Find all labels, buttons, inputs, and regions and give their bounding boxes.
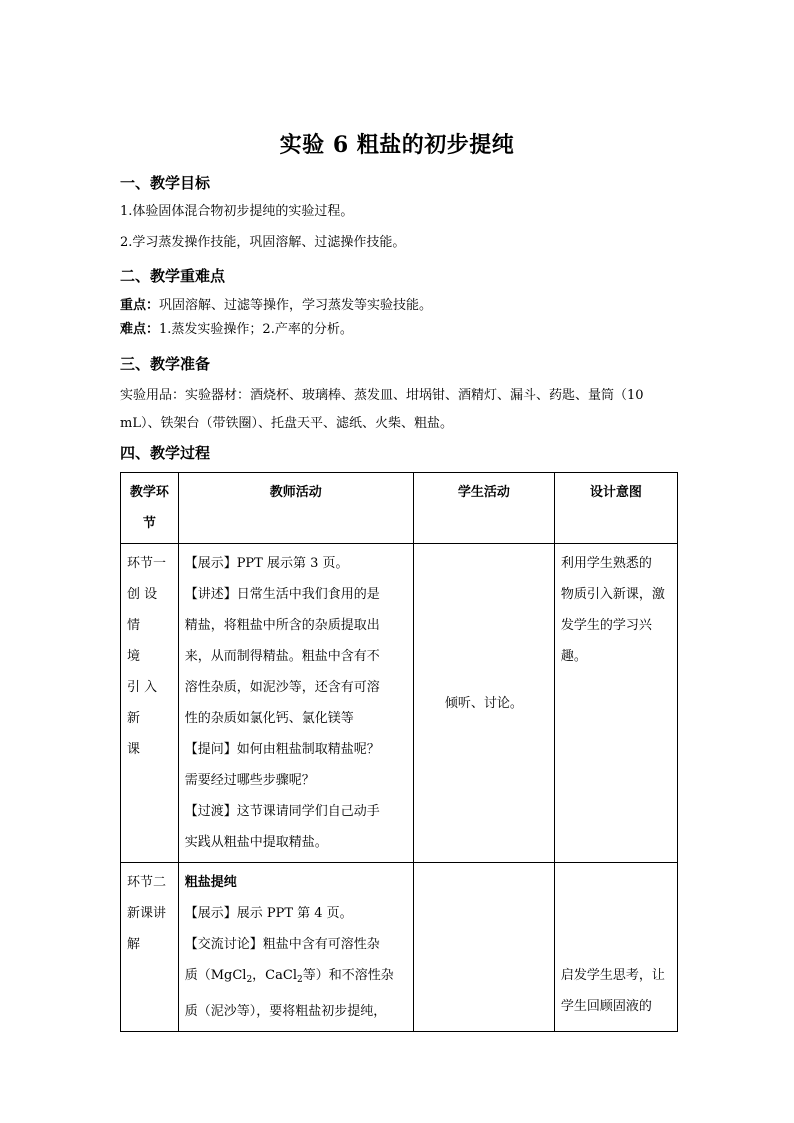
intent-line: 发学生的学习兴 bbox=[560, 618, 652, 633]
teacher-line: 【过渡】这节课请同学们自己动手 bbox=[184, 804, 380, 819]
intent-line: 启发学生思考，让 bbox=[560, 968, 665, 983]
intent-line: 学生回顾固液的 bbox=[560, 999, 652, 1014]
table-header-row bbox=[121, 473, 678, 544]
prep-text-line-2: mL）、铁架台（带铁圈）、托盘天平、滤纸、火柴、粗盐。 bbox=[120, 416, 453, 431]
header-stage bbox=[121, 473, 179, 544]
key-point-label: 重点： bbox=[120, 298, 160, 313]
stage-line: 新课讲 bbox=[127, 906, 167, 921]
header-stage-line-2: 节 bbox=[142, 516, 156, 531]
teacher-line: 需要经过哪些步骤呢？ bbox=[184, 773, 315, 788]
difficulty-text: 1.蒸发实验操作；2.产率的分析。 bbox=[159, 322, 353, 337]
teacher-line: 【交流讨论】粗盐中含有可溶性杂 bbox=[184, 937, 380, 952]
teaching-process-table bbox=[120, 472, 678, 1032]
table-row bbox=[121, 544, 678, 863]
prep-text-line-1: 实验用品：实验器材：酒烧杯、玻璃棒、蒸发皿、坩埚钳、酒精灯、漏斗、药匙、量筒（10 bbox=[120, 388, 644, 403]
stage-line: 解 bbox=[127, 937, 141, 952]
teacher-line: 【展示】展示 PPT 第 4 页。 bbox=[184, 906, 353, 921]
stage-line: 引 入 新 bbox=[127, 680, 158, 726]
teacher-line: 实践从粗盐中提取精盐。 bbox=[184, 835, 328, 850]
section-heading-prep: 三、教学准备 bbox=[120, 355, 211, 373]
teacher-line: 性的杂质如氯化钙、氯化镁等 bbox=[184, 711, 354, 726]
chem-text-c: 等）和不溶性杂 bbox=[302, 968, 394, 983]
teacher-line: 来，从而制得精盐。粗盐中含有不 bbox=[184, 649, 380, 664]
table-row bbox=[121, 863, 678, 1032]
teacher-line: 质（泥沙等），要将粗盐初步提纯， bbox=[184, 1004, 387, 1019]
teacher-subtitle: 粗盐提纯 bbox=[184, 875, 237, 890]
section-heading-process: 四、教学过程 bbox=[120, 444, 211, 462]
stage-cell bbox=[121, 544, 179, 863]
difficulty-label: 难点： bbox=[120, 322, 160, 337]
page-title: 实验 6 粗盐的初步提纯 bbox=[279, 132, 515, 158]
intent-line: 物质引入新课，激 bbox=[560, 587, 665, 602]
key-point-line bbox=[120, 296, 432, 316]
teacher-line: 溶性杂质，如泥沙等，还含有可溶 bbox=[184, 680, 380, 695]
key-point-text: 巩固溶解、过滤等操作，学习蒸发等实验技能。 bbox=[159, 298, 433, 313]
teacher-activity-cell bbox=[178, 544, 413, 863]
chem-text-b: ，CaCl bbox=[252, 968, 297, 983]
stage-line: 环节一 bbox=[127, 556, 167, 571]
teacher-line-chemistry bbox=[185, 960, 407, 996]
header-intent: 设计意图 bbox=[554, 473, 677, 544]
student-activity-cell bbox=[413, 863, 554, 1032]
teacher-line: 【展示】PPT 展示第 3 页。 bbox=[184, 556, 349, 571]
header-teacher: 教师活动 bbox=[178, 473, 413, 544]
header-student: 学生活动 bbox=[413, 473, 554, 544]
teacher-line: 精盐，将粗盐中所含的杂质提取出 bbox=[184, 618, 380, 633]
difficulty-line bbox=[120, 320, 353, 340]
teacher-line: 【讲述】日常生活中我们食用的是 bbox=[184, 587, 380, 602]
header-stage-line-1: 教学环 bbox=[129, 485, 169, 500]
intent-line: 利用学生熟悉的 bbox=[560, 556, 652, 571]
teacher-activity-cell bbox=[178, 863, 413, 1032]
goal-item-2: 2.学习蒸发操作技能，巩固溶解、过滤操作技能。 bbox=[120, 235, 406, 250]
stage-line: 环节二 bbox=[127, 875, 167, 890]
section-heading-goals: 一、教学目标 bbox=[120, 174, 211, 192]
intent-line: 趣。 bbox=[560, 649, 587, 664]
teacher-line: 【提问】如何由粗盐制取精盐呢？ bbox=[184, 742, 380, 757]
goal-item-1: 1.体验固体混合物初步提纯的实验过程。 bbox=[120, 204, 354, 219]
chem-subscript-b: 2 bbox=[296, 975, 303, 985]
stage-line: 创 设 情 bbox=[127, 587, 158, 633]
stage-line: 境 bbox=[127, 649, 141, 664]
stage-cell bbox=[121, 863, 179, 1032]
stage-line: 课 bbox=[127, 742, 141, 757]
section-heading-key-points: 二、教学重难点 bbox=[120, 267, 226, 285]
design-intent-cell bbox=[554, 863, 677, 1032]
design-intent-cell bbox=[554, 544, 677, 863]
chem-text-a: 质（MgCl bbox=[184, 968, 247, 983]
prep-text bbox=[120, 382, 680, 438]
student-activity-cell: 倾听、讨论。 bbox=[413, 544, 554, 863]
chem-subscript-a: 2 bbox=[246, 975, 253, 985]
